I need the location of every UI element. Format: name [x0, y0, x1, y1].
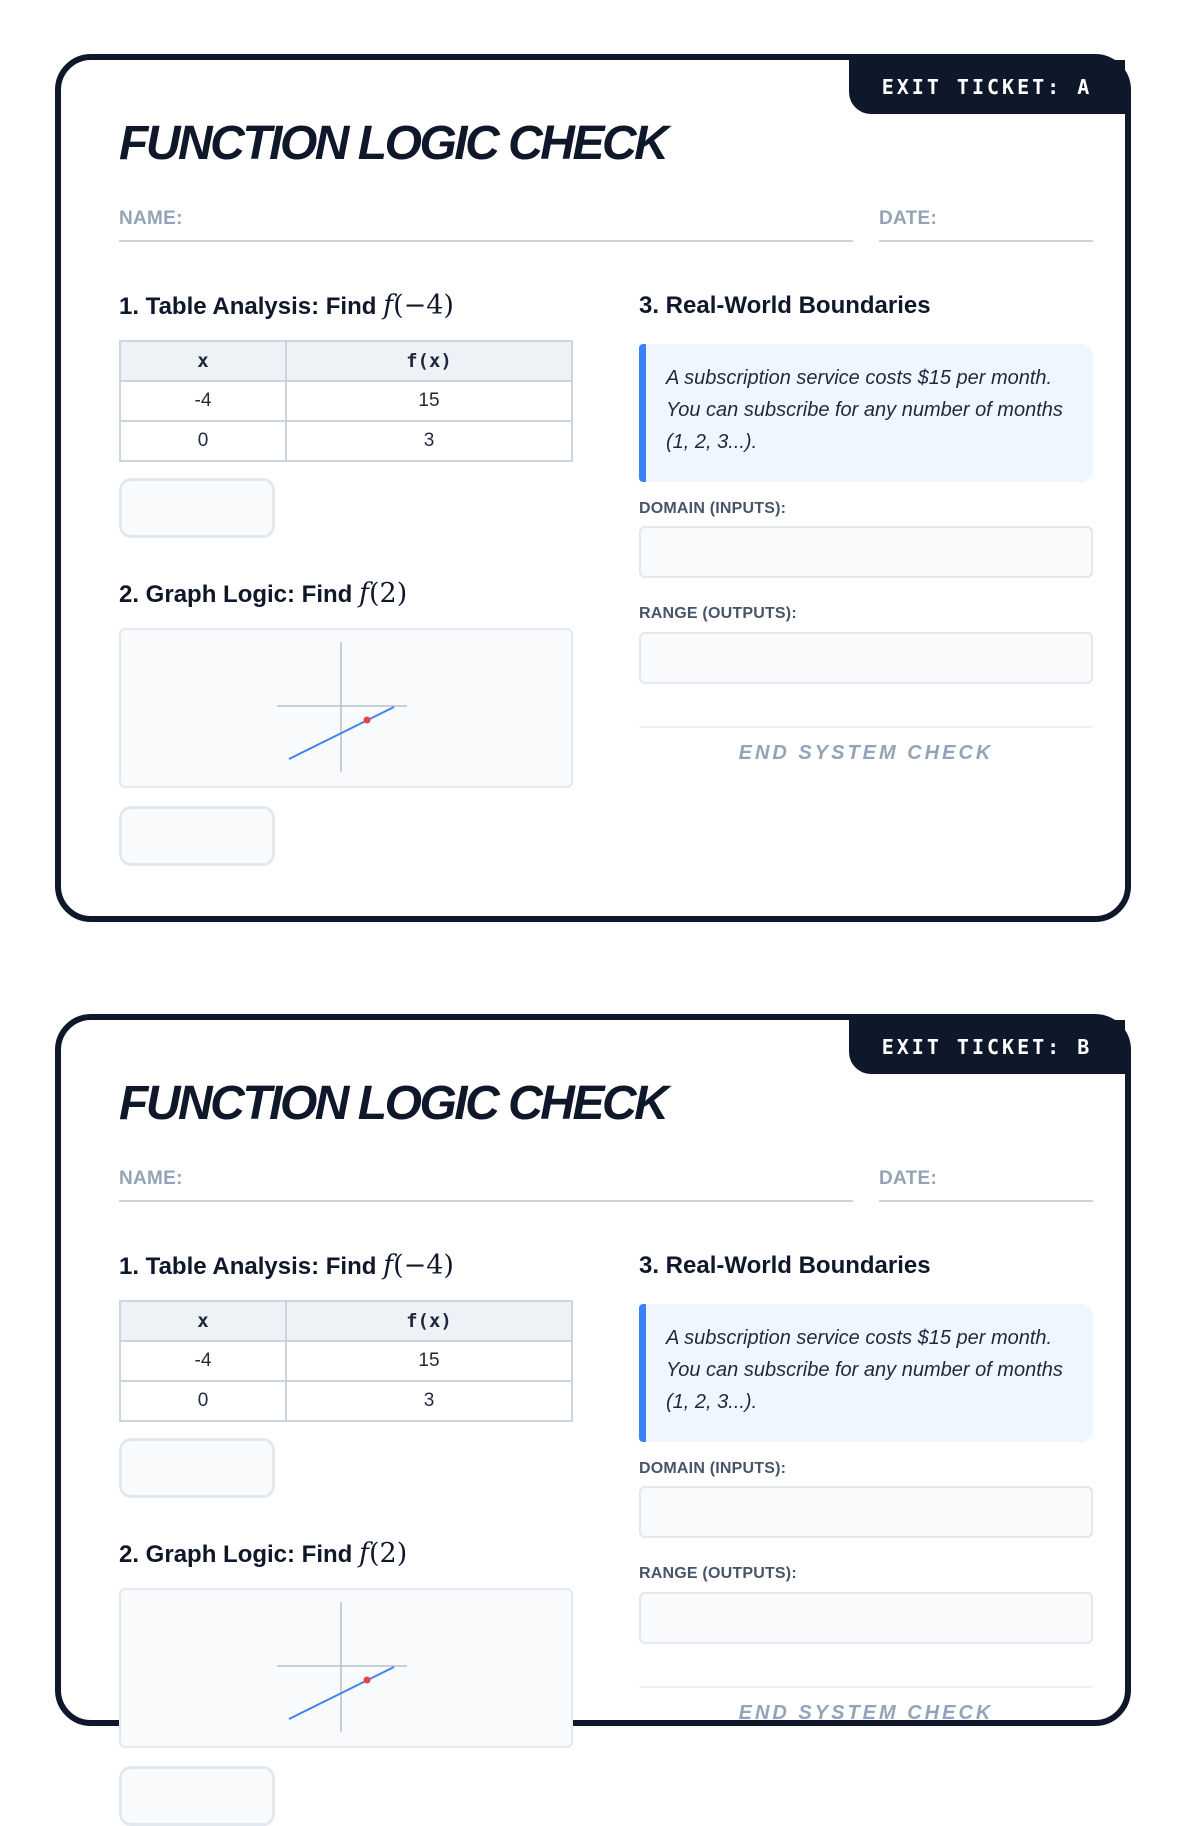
- table-header-row: [120, 341, 572, 381]
- question-3-title: 3. Real-World Boundaries: [639, 292, 931, 319]
- exit-ticket-a: [55, 54, 1131, 922]
- scenario-callout: A subscription service costs $15 per month. You can subscribe for any number of months (1, 2, 3...).: [639, 1304, 1093, 1442]
- function-name: f: [383, 1250, 394, 1281]
- answer-box-question-1[interactable]: [119, 478, 275, 538]
- function-argument: (−4): [393, 1250, 454, 1281]
- function-graph: [121, 630, 571, 786]
- table-cell-x: -4: [120, 381, 286, 421]
- date-field[interactable]: [879, 208, 1093, 242]
- function-argument: (−4): [393, 290, 454, 321]
- range-label: RANGE (OUTPUTS):: [639, 1565, 797, 1582]
- graph-panel: [119, 628, 573, 788]
- question-1-prefix: 1. Table Analysis: Find: [119, 293, 384, 320]
- end-system-check: END SYSTEM CHECK: [738, 1702, 994, 1724]
- domain-input[interactable]: [639, 526, 1093, 578]
- table-header-row: [120, 1301, 572, 1341]
- date-label: DATE:: [879, 208, 938, 229]
- answer-box-question-2[interactable]: [119, 806, 275, 866]
- graph-highlight-point: [364, 1677, 371, 1684]
- table-row: [120, 381, 572, 421]
- name-field[interactable]: [119, 1168, 853, 1202]
- exit-ticket-b: [55, 1014, 1131, 1726]
- column-header-x: x: [120, 1301, 286, 1341]
- column-header-fx: f(x): [286, 341, 572, 381]
- table-row: [120, 421, 572, 461]
- range-label: RANGE (OUTPUTS):: [639, 605, 797, 622]
- domain-label: DOMAIN (INPUTS):: [639, 500, 787, 517]
- function-argument: (2): [369, 578, 408, 609]
- function-argument: (2): [369, 1538, 408, 1569]
- function-table: [119, 340, 573, 462]
- question-2-expression: [359, 1538, 407, 1569]
- function-graph: [121, 1590, 571, 1746]
- scenario-callout: A subscription service costs $15 per month. You can subscribe for any number of months (1, 2, 3...).: [639, 344, 1093, 482]
- question-1-prefix: 1. Table Analysis: Find: [119, 1253, 384, 1280]
- function-name: f: [359, 578, 369, 609]
- table-cell-fx: 3: [286, 1381, 572, 1421]
- date-field[interactable]: [879, 1168, 1093, 1202]
- table-cell-x: 0: [120, 1381, 286, 1421]
- name-label: NAME:: [119, 208, 183, 229]
- ticket-title: FUNCTION LOGIC CHECK: [119, 117, 667, 170]
- table-cell-x: 0: [120, 421, 286, 461]
- name-field[interactable]: [119, 208, 853, 242]
- graph-highlight-point: [364, 717, 371, 724]
- function-table: [119, 1300, 573, 1422]
- end-system-check: END SYSTEM CHECK: [738, 742, 994, 764]
- table-cell-fx: 15: [286, 1341, 572, 1381]
- domain-label: DOMAIN (INPUTS):: [639, 1460, 787, 1477]
- question-1-title: [119, 290, 454, 321]
- name-label: NAME:: [119, 1168, 183, 1189]
- range-input[interactable]: [639, 1592, 1093, 1644]
- question-1-title: [119, 1250, 454, 1281]
- date-label: DATE:: [879, 1168, 938, 1189]
- question-1-expression: [383, 1250, 454, 1281]
- answer-box-question-2[interactable]: [119, 1766, 275, 1826]
- ticket-tag: EXIT TICKET: B: [849, 1020, 1125, 1074]
- table-cell-x: -4: [120, 1341, 286, 1381]
- section-divider: [639, 1686, 1093, 1688]
- question-2-expression: [359, 578, 407, 609]
- column-header-fx: f(x): [286, 1301, 572, 1341]
- column-header-x: x: [120, 341, 286, 381]
- range-input[interactable]: [639, 632, 1093, 684]
- ticket-title: FUNCTION LOGIC CHECK: [119, 1077, 667, 1130]
- question-2-prefix: 2. Graph Logic: Find: [119, 1541, 359, 1568]
- graph-panel: [119, 1588, 573, 1748]
- table-cell-fx: 15: [286, 381, 572, 421]
- table-row: [120, 1381, 572, 1421]
- table-row: [120, 1341, 572, 1381]
- question-1-expression: [383, 290, 454, 321]
- function-name: f: [359, 1538, 369, 1569]
- question-3-title: 3. Real-World Boundaries: [639, 1252, 931, 1279]
- table-cell-fx: 3: [286, 421, 572, 461]
- question-2-title: [119, 578, 407, 609]
- question-2-title: [119, 1538, 407, 1569]
- ticket-tag: EXIT TICKET: A: [849, 60, 1125, 114]
- answer-box-question-1[interactable]: [119, 1438, 275, 1498]
- question-2-prefix: 2. Graph Logic: Find: [119, 581, 359, 608]
- function-name: f: [383, 290, 394, 321]
- domain-input[interactable]: [639, 1486, 1093, 1538]
- section-divider: [639, 726, 1093, 728]
